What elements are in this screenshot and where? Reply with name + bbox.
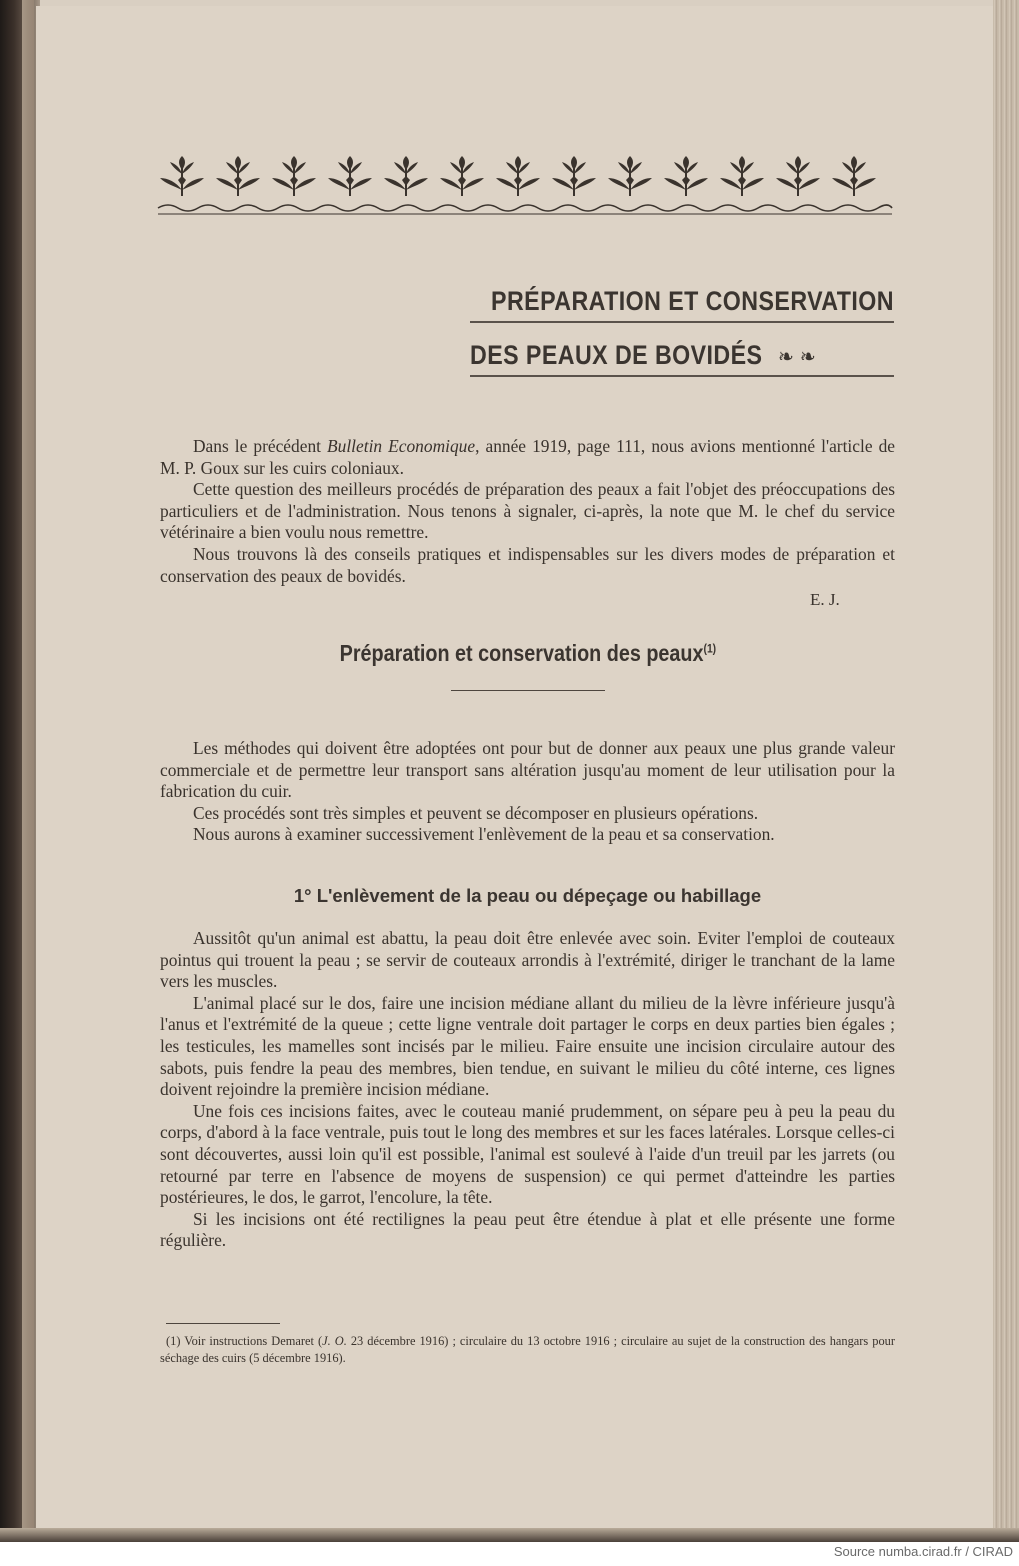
subtitle-text: Préparation et conservation des peaux: [339, 640, 704, 666]
footnote: [160, 1333, 895, 1367]
intro-p1-start: Dans le précédent: [193, 436, 328, 456]
section-paragraph-3: Une fois ces incisions faites, avec le couteau manié prudemment, on sépare peu à peu la peau du corps, d'abord à la face ventrale, puis tout le long des membres et sur les faces latérales. Lorsque celles-ci sont découvertes, aussi loin qu'il est possible, l'animal est soulevé à l'aide d'un treuil par les jarrets (ou retourné par terre en l'absence de moyens de suspension) ce qui permet d'atteindre les parties postérieures, le dos, le garrot, l'encolure, la tête.: [160, 1100, 895, 1208]
methods-paragraph-1: Les méthodes qui doivent être adoptées ont pour but de donner aux peaux une plus grande valeur commerciale et de permettre leur transport sans altération jusqu'au moment de leur utilisation pour la fabrication du cuir.: [160, 738, 895, 802]
section-paragraph-2: L'animal placé sur le dos, faire une incision médiane allant du milieu de la lèvre inférieure jusqu'à l'anus et l'extrémité de la queue ; cette ligne ventrale doit partager le corps en deux parties bien égales ; les testicules, les mamelles sont incisés par le milieu. Faire ensuite une incision circulaire autour des sabots, puis fendre la peau des membres, bien tendue, en suivant le milieu du côté interne, ces lignes doivent rejoindre la première incision médiane.: [160, 992, 895, 1100]
section-paragraph-4: Si les incisions ont été rectilignes la peau peut être étendue à plat et elle présente une forme régulière.: [160, 1208, 895, 1251]
section-text: [160, 928, 895, 1252]
methods-paragraph-2: Ces procédés sont très simples et peuvent se décomposer en plusieurs opérations.: [193, 802, 759, 823]
intro-text: [160, 436, 895, 587]
intro-paragraph-3: Nous trouvons là des conseils pratiques et indispensables sur les divers modes de préparation et conservation des peaux de bovidés.: [160, 543, 895, 586]
divider-rule: [451, 690, 605, 691]
footnote-journal: J. O.: [322, 1334, 347, 1348]
title-line-2-text: DES PEAUX DE BOVIDÉS: [470, 340, 763, 370]
footnote-end: 23 décembre 1916) ; circulaire du 13 octobre 1916 ; circulaire au sujet de la construction des hangars pour séchage des cuirs (5 décembre 1916).: [160, 1334, 895, 1365]
footnote-start: (1) Voir instructions Demaret (: [166, 1334, 323, 1348]
footnote-ref: (1): [703, 641, 716, 656]
signature: E. J.: [810, 590, 840, 609]
title-line-1: PRÉPARATION ET CONSERVATION: [470, 286, 894, 323]
leaf-ornament-icon: ❧ ❧: [777, 344, 817, 369]
methods-text: [160, 738, 895, 846]
subtitle: [160, 640, 895, 667]
bulletin-title: Bulletin Economique: [327, 436, 476, 456]
footnote-rule: [166, 1323, 280, 1324]
section-heading: 1° L'enlèvement de la peau ou dépeçage ou habillage: [293, 885, 762, 906]
bottom-shadow: [0, 1528, 1019, 1542]
page-edges: [993, 0, 1019, 1542]
intro-paragraph-1: [160, 436, 895, 479]
book-gutter: [0, 0, 40, 1542]
section-paragraph-1: Aussitôt qu'un animal est abattu, la peau doit être enlevée avec soin. Eviter l'emploi de couteaux pointus qui trouent la peau ; se servir de couteaux arrondis à l'extrémité, diriger le tranchant de la lame vers les muscles.: [160, 928, 895, 992]
intro-paragraph-2: Cette question des meilleurs procédés de préparation des peaux a fait l'objet des préoccupations des particuliers et de l'administration. Nous tenons à signaler, ci-après, la note que M. le chef du service vétérinaire a bien voulu nous remettre.: [160, 479, 895, 543]
floral-ornament: [156, 150, 894, 220]
source-credit: Source numba.cirad.fr / CIRAD: [833, 1544, 1013, 1559]
title-line-2: [470, 340, 894, 377]
methods-paragraph-3: Nous aurons à examiner successivement l'enlèvement de la peau et sa conservation.: [193, 824, 775, 845]
footnote-text: [160, 1333, 895, 1367]
gutter-edge: [22, 0, 34, 1542]
intro-p1-end: , année 1919, page 111, nous avions mentionné l'article de M. P. Goux sur les cuirs coloniaux.: [160, 436, 895, 478]
